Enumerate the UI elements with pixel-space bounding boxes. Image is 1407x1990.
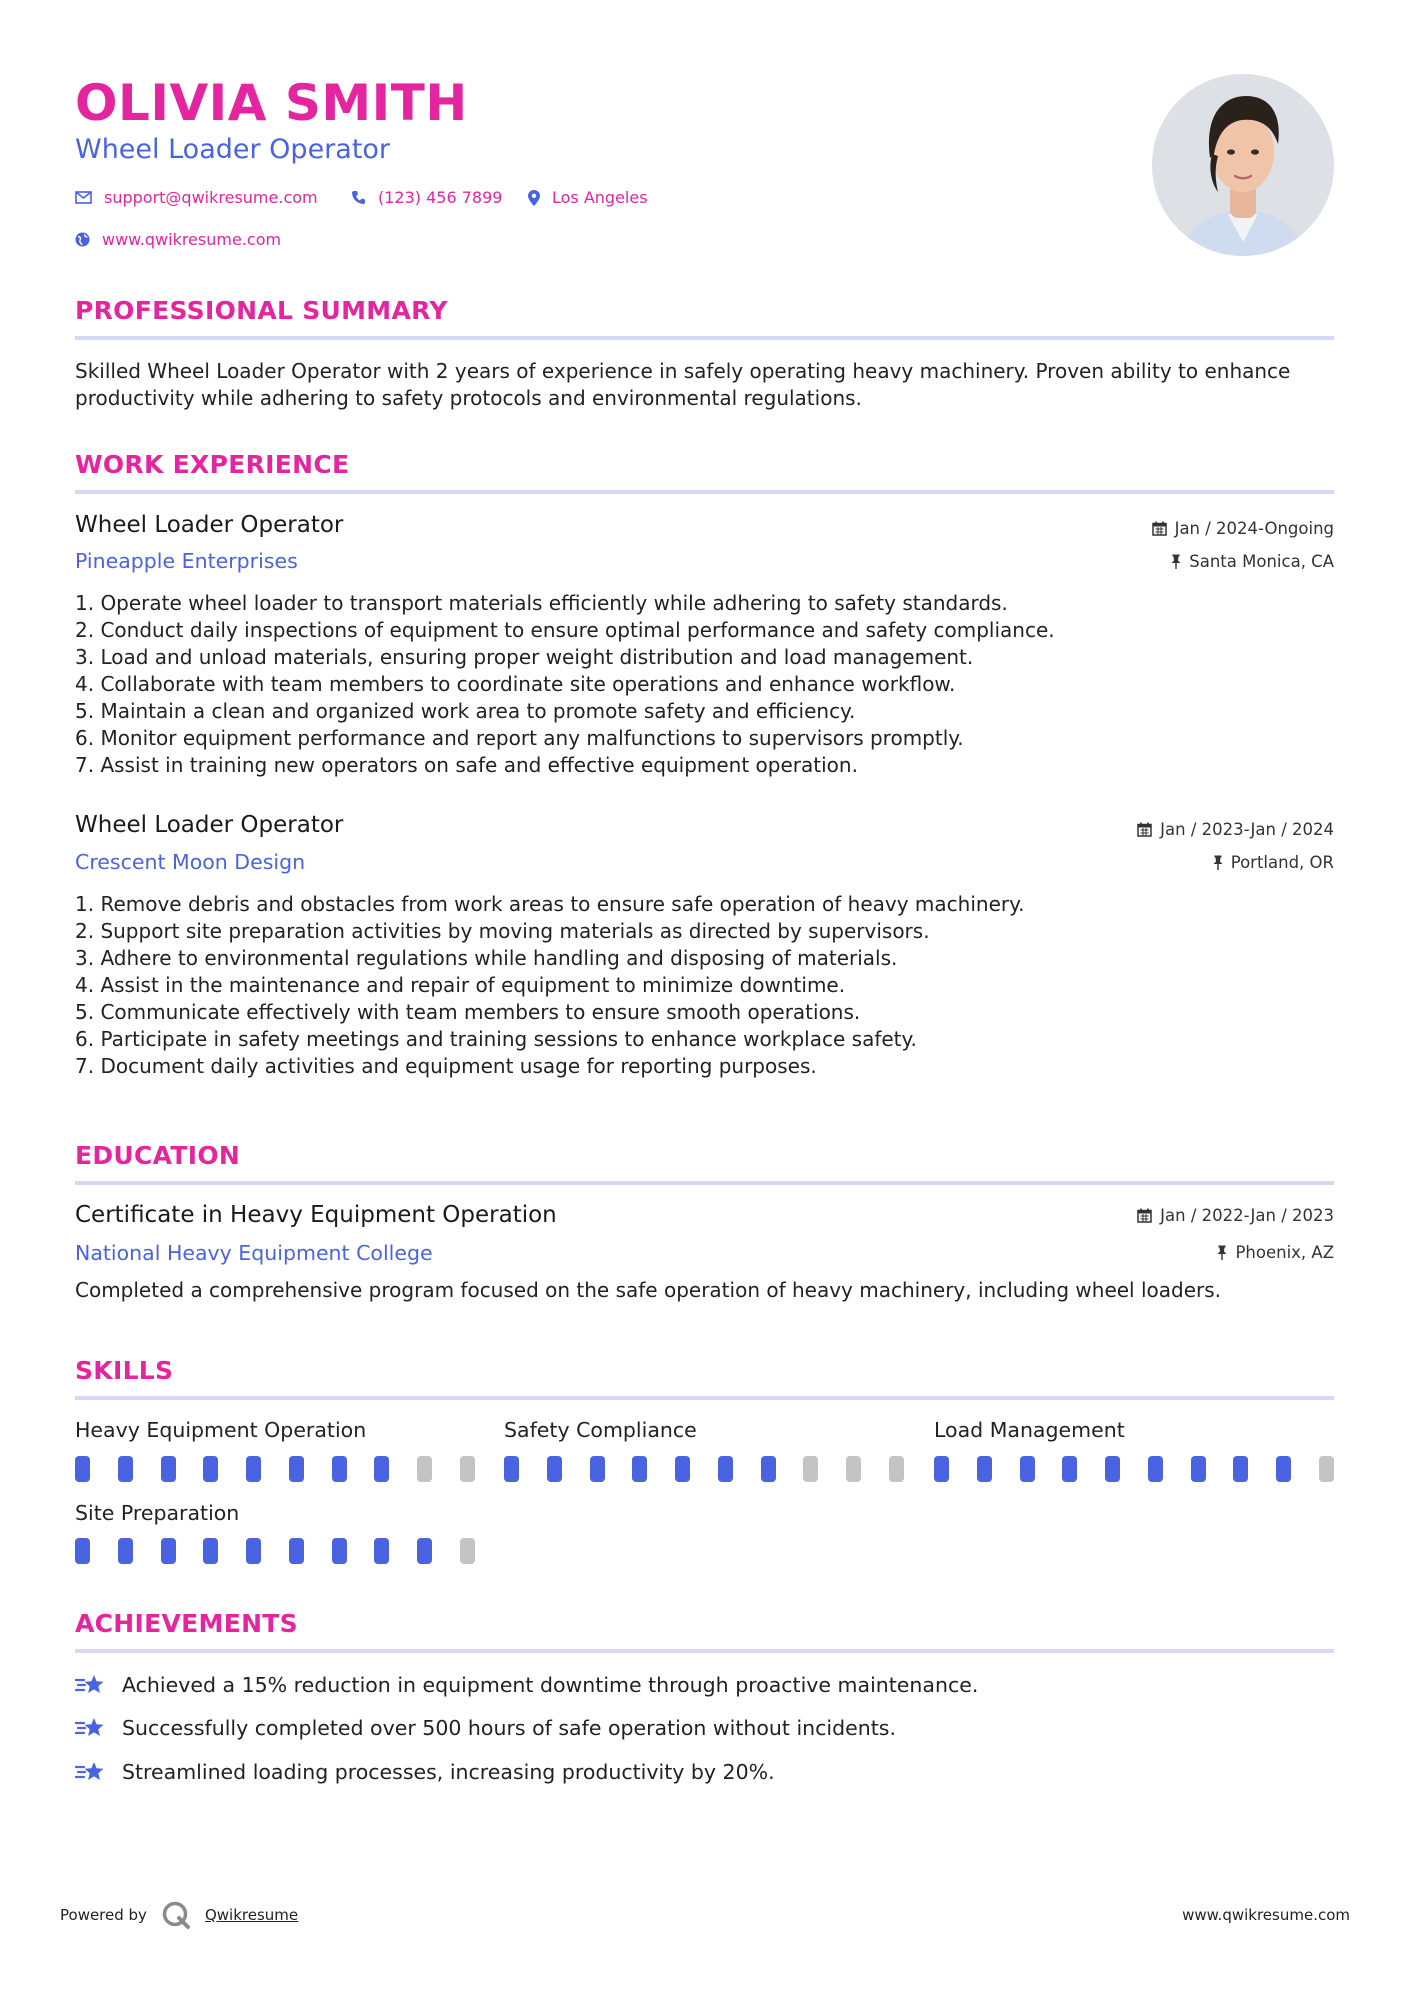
skill-segment: [1319, 1456, 1334, 1482]
profile-photo: [1152, 74, 1334, 256]
phone-icon: [351, 190, 366, 205]
website-text[interactable]: www.qwikresume.com: [102, 230, 282, 249]
list-item: 4. Collaborate with team members to coordinate site operations and enhance workflow.: [75, 672, 956, 696]
skills-heading: SKILLS: [75, 1356, 174, 1385]
education-location: [1217, 1243, 1334, 1262]
job-1-dates: [1152, 519, 1334, 538]
list-item: 1. Remove debris and obstacles from work areas to ensure safe operation of heavy machinery.: [75, 892, 1025, 916]
skill-segment: [75, 1538, 90, 1564]
skill-segment: [460, 1456, 475, 1482]
experience-heading: WORK EXPERIENCE: [75, 450, 350, 479]
skill-segment: [547, 1456, 562, 1482]
summary-divider: [75, 336, 1334, 340]
skill-segment: [203, 1456, 218, 1482]
footer-website[interactable]: www.qwikresume.com: [1182, 1906, 1350, 1924]
skill-label: Safety Compliance: [504, 1418, 697, 1442]
job-2-dates-text: Jan / 2023-Jan / 2024: [1160, 820, 1334, 839]
shooting-star-icon: [75, 1672, 106, 1698]
email-text[interactable]: support@qwikresume.com: [104, 188, 318, 207]
skill-segment: [460, 1538, 475, 1564]
pushpin-icon: [1213, 855, 1223, 870]
contact-email[interactable]: [75, 188, 318, 207]
contact-website[interactable]: [75, 230, 281, 249]
candidate-title: Wheel Loader Operator: [75, 134, 391, 165]
qwikresume-logo-icon: [161, 1900, 191, 1930]
globe-icon: [75, 232, 90, 247]
education-location-text: Phoenix, AZ: [1235, 1243, 1334, 1262]
shooting-star-icon: [75, 1759, 106, 1785]
achievement-item: [75, 1715, 896, 1741]
skill-segment: [118, 1456, 133, 1482]
job-1-duties: [75, 590, 1334, 779]
skill-segment: [374, 1538, 389, 1564]
job-2-duties: [75, 891, 1334, 1080]
skill-segment: [718, 1456, 733, 1482]
skill-segment: [846, 1456, 861, 1482]
skill-segment: [246, 1456, 261, 1482]
achievement-item: [75, 1672, 978, 1698]
list-item: 4. Assist in the maintenance and repair of equipment to minimize downtime.: [75, 973, 846, 997]
skill-segment: [1148, 1456, 1163, 1482]
list-item: 7. Assist in training new operators on safe and effective equipment operation.: [75, 753, 858, 777]
education-divider: [75, 1181, 1334, 1185]
education-dates: [1137, 1206, 1334, 1225]
education-school: National Heavy Equipment College: [75, 1241, 433, 1265]
skill-rating-bar: [75, 1456, 475, 1482]
skill-segment: [1233, 1456, 1248, 1482]
education-description: Completed a comprehensive program focused on the safe operation of heavy machinery, including wheel loaders.: [75, 1278, 1222, 1302]
job-2-location: [1213, 853, 1334, 872]
achievements-heading: ACHIEVEMENTS: [75, 1609, 298, 1638]
education-dates-text: Jan / 2022-Jan / 2023: [1160, 1206, 1334, 1225]
skill-segment: [75, 1456, 90, 1482]
list-item: 6. Participate in safety meetings and training sessions to enhance workplace safety.: [75, 1027, 917, 1051]
skill-segment: [374, 1456, 389, 1482]
skill-segment: [246, 1538, 261, 1564]
achievement-text: Successfully completed over 500 hours of safe operation without incidents.: [122, 1716, 896, 1740]
skill-rating-bar: [934, 1456, 1334, 1482]
skill-label: Site Preparation: [75, 1501, 240, 1525]
skill-segment: [1062, 1456, 1077, 1482]
skill-segment: [977, 1456, 992, 1482]
list-item: 2. Conduct daily inspections of equipment to ensure optimal performance and safety compliance.: [75, 618, 1055, 642]
job-1-location: [1171, 552, 1334, 571]
list-item: 7. Document daily activities and equipment usage for reporting purposes.: [75, 1054, 817, 1078]
achievements-divider: [75, 1649, 1334, 1653]
skill-segment: [590, 1456, 605, 1482]
skill-segment: [417, 1538, 432, 1564]
skill-segment: [203, 1538, 218, 1564]
skills-divider: [75, 1396, 1334, 1400]
skill-segment: [934, 1456, 949, 1482]
location-text: Los Angeles: [552, 188, 648, 207]
skill-segment: [632, 1456, 647, 1482]
job-2-company: Crescent Moon Design: [75, 850, 306, 874]
achievement-text: Achieved a 15% reduction in equipment downtime through proactive maintenance.: [122, 1673, 979, 1697]
job-1-title: Wheel Loader Operator: [75, 512, 344, 538]
phone-text[interactable]: (123) 456 7899: [378, 188, 503, 207]
job-2-location-text: Portland, OR: [1230, 853, 1334, 872]
calendar-icon: [1137, 1208, 1152, 1223]
skill-segment: [675, 1456, 690, 1482]
pushpin-icon: [1171, 554, 1181, 569]
skill-segment: [1105, 1456, 1120, 1482]
list-item: 5. Maintain a clean and organized work area to promote safety and efficiency.: [75, 699, 856, 723]
list-item: 6. Monitor equipment performance and report any malfunctions to supervisors promptly.: [75, 726, 964, 750]
skill-rating-bar: [504, 1456, 904, 1482]
brand-link[interactable]: Qwikresume: [204, 1906, 299, 1924]
skill-label: Heavy Equipment Operation: [75, 1418, 367, 1442]
candidate-name: OLIVIA SMITH: [75, 74, 468, 132]
education-heading: EDUCATION: [75, 1141, 241, 1170]
list-item: 1. Operate wheel loader to transport materials efficiently while adhering to safety standards.: [75, 591, 1008, 615]
experience-divider: [75, 490, 1334, 494]
skill-label: Load Management: [934, 1418, 1125, 1442]
contact-phone[interactable]: [351, 188, 502, 207]
skill-segment: [118, 1538, 133, 1564]
skill-segment: [417, 1456, 432, 1482]
job-2-dates: [1137, 820, 1334, 839]
pushpin-icon: [1217, 1245, 1227, 1260]
skill-segment: [332, 1538, 347, 1564]
skill-segment: [803, 1456, 818, 1482]
envelope-icon: [75, 191, 92, 204]
footer-branding: [60, 1900, 298, 1930]
map-pin-icon: [528, 190, 540, 206]
job-1-location-text: Santa Monica, CA: [1189, 552, 1334, 571]
job-1-dates-text: Jan / 2024-Ongoing: [1174, 519, 1334, 538]
skill-segment: [161, 1456, 176, 1482]
skill-segment: [332, 1456, 347, 1482]
job-1-company: Pineapple Enterprises: [75, 549, 298, 573]
skill-segment: [1191, 1456, 1206, 1482]
skill-segment: [289, 1456, 304, 1482]
skill-segment: [504, 1456, 519, 1482]
skill-segment: [1276, 1456, 1291, 1482]
list-item: 5. Communicate effectively with team members to ensure smooth operations.: [75, 1000, 861, 1024]
skill-segment: [289, 1538, 304, 1564]
summary-heading: PROFESSIONAL SUMMARY: [75, 296, 448, 325]
skill-segment: [1020, 1456, 1035, 1482]
job-2-title: Wheel Loader Operator: [75, 812, 344, 838]
contact-location: [528, 188, 648, 207]
list-item: 3. Load and unload materials, ensuring proper weight distribution and load management.: [75, 645, 974, 669]
skill-segment: [889, 1456, 904, 1482]
achievement-text: Streamlined loading processes, increasing productivity by 20%.: [122, 1760, 775, 1784]
calendar-icon: [1137, 822, 1152, 837]
skill-segment: [761, 1456, 776, 1482]
achievement-item: [75, 1759, 775, 1785]
education-degree: Certificate in Heavy Equipment Operation: [75, 1202, 557, 1228]
list-item: 2. Support site preparation activities by moving materials as directed by supervisors.: [75, 919, 930, 943]
calendar-icon: [1152, 521, 1167, 536]
powered-by-label: Powered by: [60, 1906, 147, 1924]
shooting-star-icon: [75, 1715, 106, 1741]
skill-segment: [161, 1538, 176, 1564]
list-item: 3. Adhere to environmental regulations while handling and disposing of materials.: [75, 946, 898, 970]
summary-text: Skilled Wheel Loader Operator with 2 years of experience in safely operating heavy machinery. Proven ability to enhance productivity while adhering to safety protocols and environmental regulations.: [75, 359, 1291, 410]
skill-rating-bar: [75, 1538, 475, 1564]
